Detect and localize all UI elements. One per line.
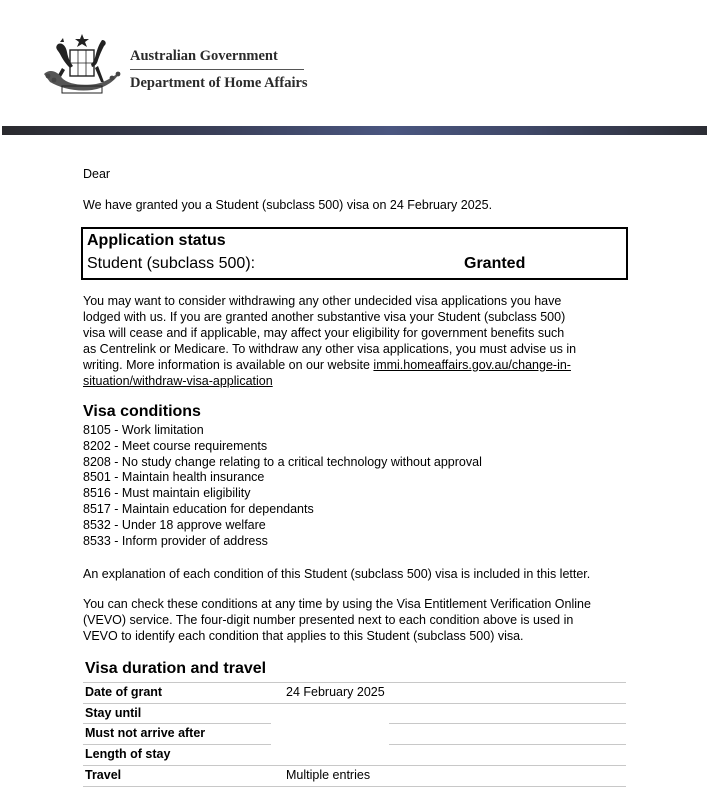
table-row: [83, 744, 626, 764]
condition-item: 8533 - Inform provider of address: [83, 533, 268, 548]
status-value: Granted: [464, 255, 526, 272]
condition-item: 8501 - Maintain health insurance: [83, 470, 265, 485]
row-label-travel: Travel: [85, 768, 122, 782]
row-label-length-of-stay: Length of stay: [85, 747, 171, 761]
duration-heading: Visa duration and travel: [85, 660, 267, 677]
row-value-date-of-grant: 24 February 2025: [286, 685, 385, 699]
condition-item: 8202 - Meet course requirements: [83, 438, 268, 453]
withdraw-line: You may want to consider withdrawing any other undecided visa applications you have: [83, 294, 562, 308]
condition-item: 8208 - No study change relating to a critical technology without approval: [83, 454, 482, 469]
vevo-line: You can check these conditions at any time by using the Visa Entitlement Verification Online: [83, 597, 591, 611]
condition-item: 8516 - Must maintain eligibility: [83, 486, 251, 501]
conditions-heading: Visa conditions: [83, 403, 201, 420]
government-name: Australian Government: [130, 48, 278, 64]
withdraw-info-link[interactable]: immi.homeaffairs.gov.au/change-in-: [373, 358, 571, 372]
vevo-paragraph: [83, 596, 628, 644]
row-value-travel: Multiple entries: [286, 768, 371, 782]
withdraw-line-text: writing. More information is available on our website: [83, 358, 374, 372]
department-name: Department of Home Affairs: [130, 75, 308, 91]
vevo-line: (VEVO) service. The four-digit number presented next to each condition above is used in: [83, 613, 574, 627]
row-label-stay-until: Stay until: [85, 706, 142, 720]
withdraw-paragraph: [83, 293, 628, 389]
table-rule: [83, 786, 626, 787]
salutation: Dear: [83, 167, 111, 181]
condition-item: 8105 - Work limitation: [83, 423, 204, 437]
row-label-date-of-grant: Date of grant: [85, 685, 163, 699]
condition-item: 8517 - Maintain education for dependants: [83, 501, 314, 516]
letterhead: [0, 0, 709, 126]
vevo-line: VEVO to identify each condition that applies to this Student (subclass 500) visa.: [83, 629, 524, 643]
header-band: [2, 126, 707, 135]
status-title: Application status: [87, 232, 226, 249]
grant-sentence: We have granted you a Student (subclass 500) visa on 24 February 2025.: [83, 198, 493, 212]
withdraw-line: as Centrelink or Medicare. To withdraw any other visa applications, you must advise us in: [83, 342, 577, 356]
withdraw-line: [83, 357, 628, 373]
withdraw-line: visa will cease and if applicable, may affect your eligibility for government benefits such: [83, 326, 565, 340]
condition-item: 8532 - Under 18 approve welfare: [83, 517, 266, 532]
conditions-explanation: An explanation of each condition of this Student (subclass 500) visa is included in this letter.: [83, 567, 591, 581]
row-label-must-not-arrive-after: Must not arrive after: [85, 726, 206, 740]
header-divider: [130, 69, 304, 70]
application-status-box: [81, 227, 628, 280]
table-row: [83, 765, 626, 785]
withdraw-line: lodged with us. If you are granted another substantive visa your Student (subclass 500): [83, 310, 566, 324]
conditions-list: [83, 423, 482, 549]
table-row: [83, 682, 626, 702]
table-row: [83, 723, 626, 743]
coat-of-arms-icon: [40, 32, 124, 96]
withdraw-info-link-cont[interactable]: situation/withdraw-visa-application: [83, 374, 273, 388]
status-visa-label: Student (subclass 500):: [87, 255, 256, 272]
table-row: [83, 703, 626, 723]
